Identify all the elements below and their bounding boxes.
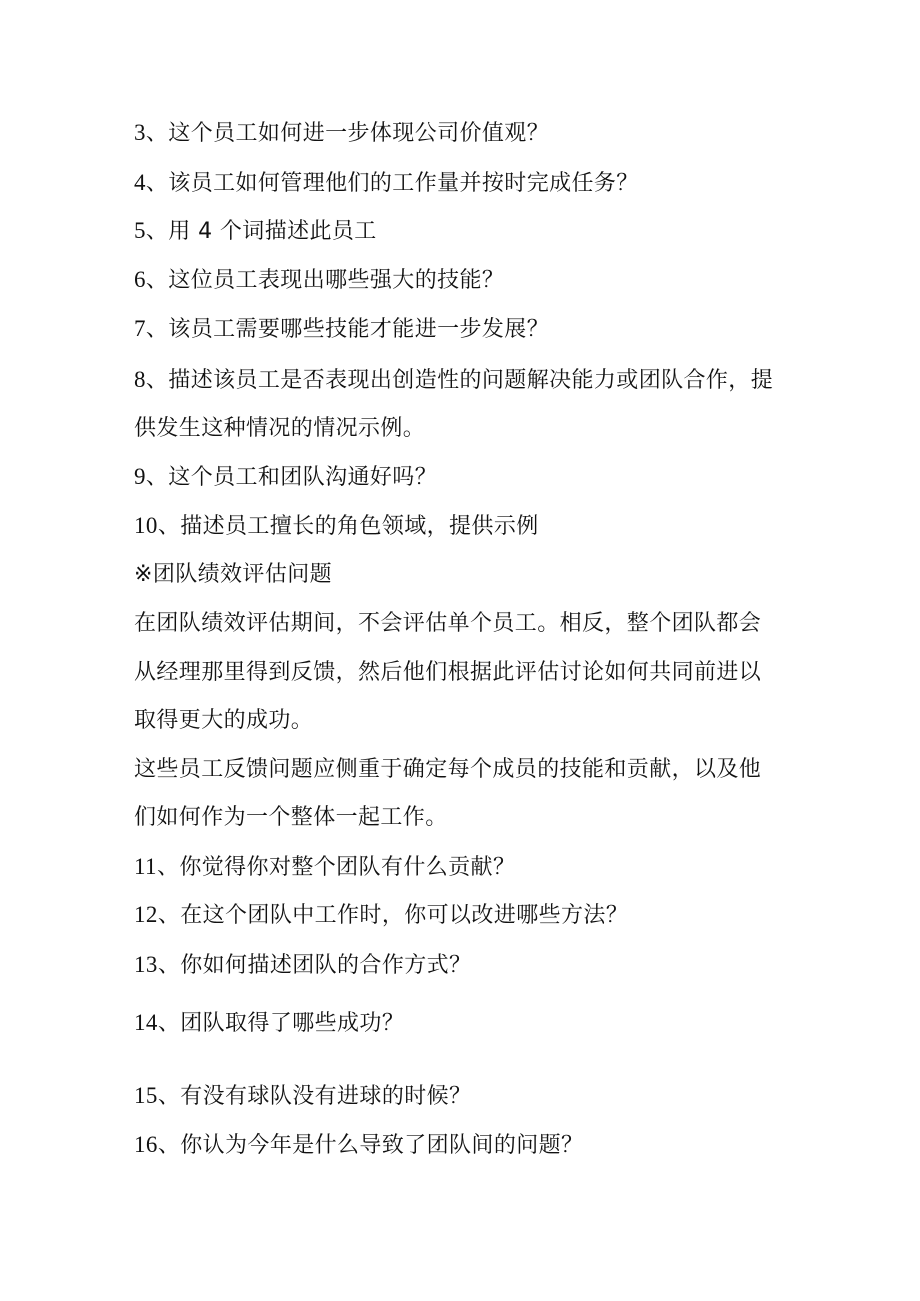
paragraph-text: 这些员工反馈问题应侧重于确定每个成员的技能和贡献，以及他	[134, 757, 762, 782]
question-number: 5	[134, 218, 146, 243]
question-text: 、在这个团队中工作时，你可以改进哪些方法？	[157, 903, 629, 928]
question-15	[134, 1081, 804, 1112]
question-number: 8	[134, 367, 146, 392]
question-11	[134, 852, 804, 883]
paragraph-line	[134, 706, 804, 736]
question-text: 、该员工如何管理他们的工作量并按时完成任务？	[145, 171, 639, 196]
question-number: 6	[134, 267, 146, 292]
question-text: 、你觉得你对整个团队有什么贡献？	[156, 855, 516, 880]
question-4	[134, 168, 804, 199]
paragraph-line	[134, 609, 804, 639]
paragraph-text: 从经理那里得到反馈，然后他们根据此评估讨论如何共同前进以	[134, 660, 762, 685]
question-6	[134, 265, 804, 296]
section-heading-text: ※团队绩效评估问题	[134, 562, 333, 587]
paragraph-text: 取得更大的成功。	[134, 708, 314, 733]
question-text: 、这位员工表现出哪些强大的技能？	[145, 268, 505, 293]
question-14	[134, 1008, 804, 1039]
question-8	[134, 365, 804, 396]
question-number: 13	[134, 952, 158, 977]
question-10	[134, 511, 804, 542]
question-text: 、该员工需要哪些技能才能进一步发展？	[145, 317, 550, 342]
paragraph-line	[134, 803, 804, 833]
question-text: 、用 4 个词描述此员工	[145, 219, 377, 244]
question-3	[134, 118, 804, 149]
question-number: 10	[134, 513, 158, 538]
question-text: 、你认为今年是什么导致了团队间的问题？	[157, 1133, 584, 1158]
question-number: 7	[134, 316, 146, 341]
paragraph-text: 们如何作为一个整体一起工作。	[134, 805, 448, 830]
question-number: 12	[134, 902, 158, 927]
question-number: 16	[134, 1132, 158, 1157]
question-text: 、你如何描述团队的合作方式？	[157, 953, 472, 978]
question-16	[134, 1130, 804, 1161]
question-12	[134, 900, 804, 931]
question-number: 9	[134, 464, 146, 489]
question-13	[134, 950, 804, 981]
paragraph-line	[134, 658, 804, 688]
paragraph-text: 供发生这种情况的情况示例。	[134, 416, 426, 441]
question-number: 14	[134, 1010, 158, 1035]
question-number: 4	[134, 170, 146, 195]
question-8-continued	[134, 414, 804, 444]
question-text: 、这个员工和团队沟通好吗？	[145, 465, 438, 490]
question-text: 、团队取得了哪些成功？	[157, 1011, 405, 1036]
question-text: 、这个员工如何进一步体现公司价值观？	[145, 121, 550, 146]
section-heading	[134, 560, 804, 590]
question-number: 11	[134, 854, 157, 879]
question-9	[134, 462, 804, 493]
question-text: 、有没有球队没有进球的时候？	[157, 1084, 472, 1109]
paragraph-line	[134, 755, 804, 785]
question-5	[134, 216, 804, 247]
question-7	[134, 314, 804, 345]
question-text: 、描述员工擅长的角色领域，提供示例	[157, 514, 539, 539]
question-text: 、描述该员工是否表现出创造性的问题解决能力或团队合作，提	[145, 368, 774, 393]
question-number: 3	[134, 120, 146, 145]
paragraph-text: 在团队绩效评估期间，不会评估单个员工。相反，整个团队都会	[134, 611, 762, 636]
question-number: 15	[134, 1083, 158, 1108]
